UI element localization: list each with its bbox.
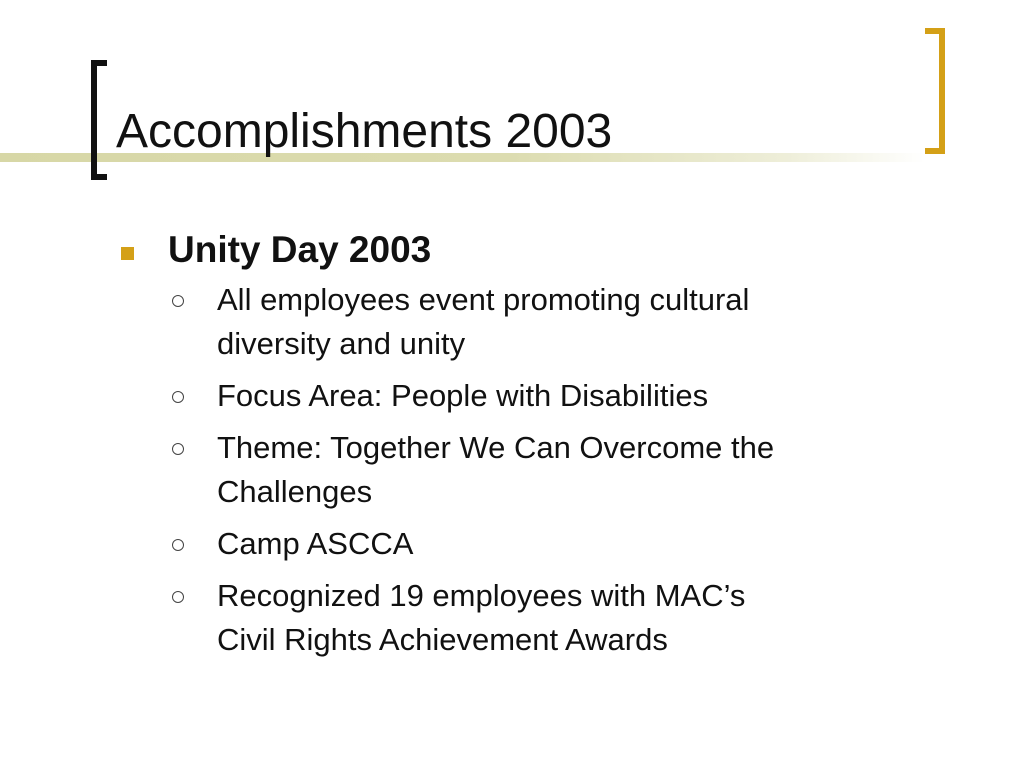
- sub-bullet-line: Theme: Together We Can Overcome the: [217, 430, 775, 465]
- sub-bullet-line: All employees event promoting cultural: [217, 282, 750, 317]
- left-bracket-decoration: [91, 60, 107, 180]
- sub-bullet-line: Focus Area: People with Disabilities: [217, 378, 709, 413]
- sub-bullet-focus-area: [168, 374, 978, 418]
- sub-bullet-list: [168, 278, 978, 662]
- sub-bullet-camp-ascca: [168, 522, 978, 566]
- sub-bullet-line: Camp ASCCA: [217, 526, 414, 561]
- bullet-unity-day: [118, 226, 978, 274]
- sub-bullet-all-employees-event: [168, 278, 978, 366]
- circle-bullet-icon: [172, 391, 184, 403]
- sub-bullet-line: Challenges: [217, 474, 373, 509]
- slide-content: [118, 226, 978, 670]
- circle-bullet-icon: [172, 443, 184, 455]
- sub-bullet-theme: [168, 426, 978, 514]
- slide-title: Accomplishments 2003: [116, 105, 613, 158]
- circle-bullet-icon: [172, 539, 184, 551]
- sub-bullet-line: Recognized 19 employees with MAC’s: [217, 578, 746, 613]
- square-bullet-icon: [121, 247, 134, 260]
- circle-bullet-icon: [172, 591, 184, 603]
- sub-bullet-recognized-employees: [168, 574, 978, 662]
- sub-bullet-line: diversity and unity: [217, 326, 466, 361]
- bullet-text: Unity Day 2003: [168, 229, 432, 270]
- right-bracket-decoration: [925, 28, 945, 154]
- circle-bullet-icon: [172, 295, 184, 307]
- sub-bullet-line: Civil Rights Achievement Awards: [217, 622, 668, 657]
